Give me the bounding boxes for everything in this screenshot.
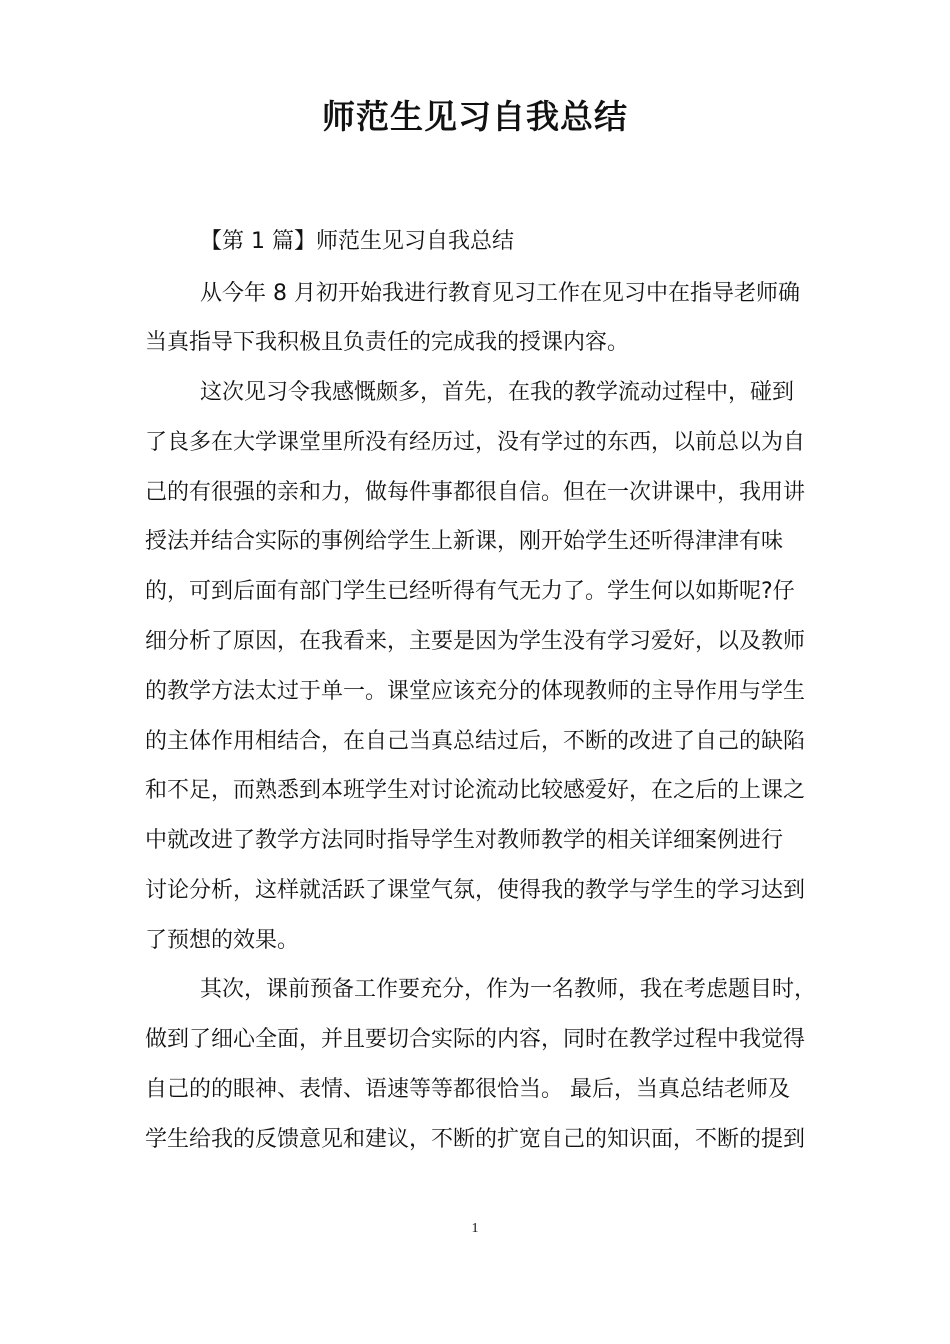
paragraph-line: 其次，课前预备工作要充分，作为一名教师，我在考虑题目时，: [200, 977, 817, 1002]
paragraph-line: 了良多在大学课堂里所没有经历过，没有学过的东西，以前总以为自: [145, 430, 806, 455]
paragraph-line: 细分析了原因，在我看来，主要是因为学生没有学习爱好，以及教师: [145, 629, 806, 654]
paragraph-line: 授法并结合实际的事例给学生上新课，刚开始学生还听得津津有味: [145, 529, 784, 554]
paragraph-line: 这次见习令我感慨颇多，首先，在我的教学流动过程中，碰到: [200, 380, 795, 405]
paragraph-line: 从今年 8 月初开始我进行教育见习工作在见习中在指导老师确: [200, 281, 800, 306]
paragraph-line: 的，可到后面有部门学生已经听得有气无力了。学生何以如斯呢?仔: [145, 579, 795, 604]
paragraph-line: 中就改进了教学方法同时指导学生对教师教学的相关详细案例进行: [145, 828, 784, 853]
paragraph-line: 了预想的效果。: [145, 928, 300, 953]
paragraph-line: 学生给我的反馈意见和建议，不断的扩宽自己的知识面，不断的提到: [145, 1127, 806, 1152]
page-number: 1: [471, 1221, 479, 1236]
page-title: 师范生见习自我总结: [322, 97, 628, 136]
paragraph-line: 和不足，而熟悉到本班学生对讨论流动比较感爱好，在之后的上课之: [145, 778, 806, 803]
paragraph-line: 做到了细心全面，并且要切合实际的内容，同时在教学过程中我觉得: [145, 1027, 806, 1052]
paragraph-line: 当真指导下我积极且负责任的完成我的授课内容。: [145, 330, 630, 355]
paragraph-line: 自己的的眼神、表情、语速等等都很恰当。 最后，当真总结老师及: [145, 1077, 790, 1102]
paragraph-line: 的主体作用相结合，在自己当真总结过后，不断的改进了自己的缺陷: [145, 729, 806, 754]
paragraph-line: 的教学方法太过于单一。课堂应该充分的体现教师的主导作用与学生: [145, 679, 806, 704]
section-heading: 【第 1 篇】师范生见习自我总结: [200, 229, 514, 254]
paragraph-line: 讨论分析，这样就活跃了课堂气氛，使得我的教学与学生的学习达到: [145, 878, 806, 903]
paragraph-line: 己的有很强的亲和力，做每件事都很自信。但在一次讲课中，我用讲: [145, 480, 806, 505]
